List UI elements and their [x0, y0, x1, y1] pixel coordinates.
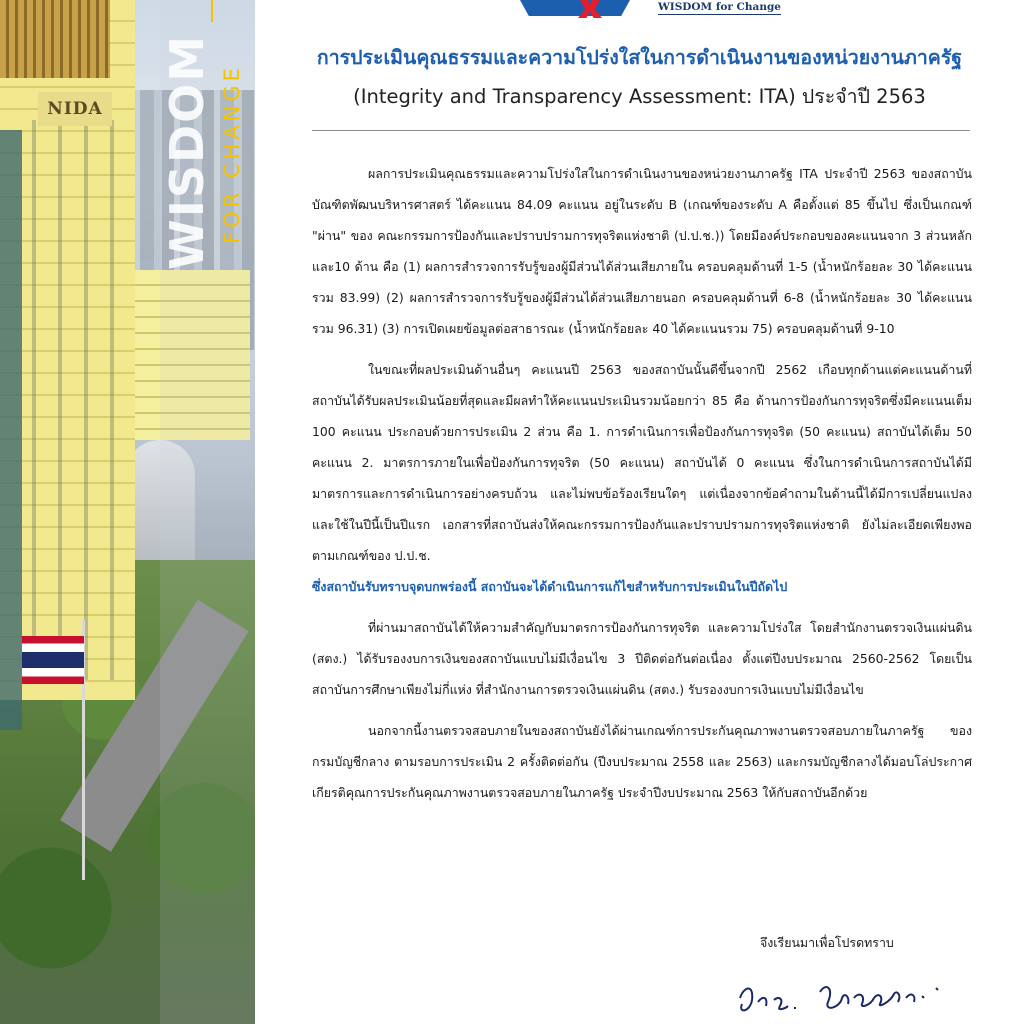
- highlight-note: ซึ่งสถาบันรับทราบจุดบกพร่องนี้ สถาบันจะได้ดำเนินการแก้ไขสำหรับการประเมินในปีถัดไป: [312, 579, 788, 594]
- paragraph-4: นอกจากนี้งานตรวจสอบภายในของสถาบันยังได้ผ่านเกณฑ์การประกันคุณภาพงานตรวจสอบภายในภาครัฐ ของกรมบัญชีกลาง ตามรอบการประเมิน 2 ครั้งติดต่อกัน (ปีงบประมาณ 2558 และ 2563) และกรมบัญชีกลางได้มอบโล่ประกาศเกียรติคุณการประกันคุณภาพงานตรวจสอบภายในภาครัฐ ประจำปีงบประมาณ 2563 ให้กับสถาบันอีกด้วย: [312, 723, 972, 800]
- wisdom-watermark: WISDOM: [160, 33, 214, 270]
- paragraph-3: ที่ผ่านมาสถาบันได้ให้ความสำคัญกับมาตรการป้องกันการทุจริต และความโปร่งใส โดยสำนักงานตรวจเงินแผ่นดิน (สตง.) ได้รับรองงบการเงินของสถาบันแบบไม่มีเงื่อนไข 3 ปีติดต่อกันต่อเนื่อง ตั้งแต่ปีงบประมาณ 2560-2562 โดยเป็นสถาบันการศึกษาเพียงไม่กี่แห่ง ที่สำนักงานการตรวจเงินแผ่นดิน (สตง.) รับรองงบการเงินแบบไม่มีเงื่อนไข: [312, 620, 972, 697]
- document-title: การประเมินคุณธรรมและความโปร่งใสในการดำเนินงานของหน่วยงานภาครัฐ: [316, 46, 963, 69]
- nida-logo: [520, 0, 635, 16]
- for-change-watermark: FOR CHANGE: [220, 64, 244, 244]
- header-divider: [312, 130, 970, 131]
- tower-windows: [10, 120, 120, 680]
- paragraph-2: [312, 354, 972, 602]
- paragraph-1: ผลการประเมินคุณธรรมและความโปร่งใสในการดำเนินงานของหน่วยงานภาครัฐ ITA ประจำปี 2563 ของสถาบันบัณฑิตพัฒนบริหารศาสตร์ ได้คะแนน 84.09 คะแนน อยู่ในระดับ B (เกณฑ์ของระดับ A คือตั้งแต่ 85 ขึ้นไป ซึ่งเป็นเกณฑ์ "ผ่าน" ของ คณะกรรมการป้องกันและปราบปรามการทุจริตแห่งชาติ (ป.ป.ช.)) โดยมีองค์ประกอบของคะแนนจาก 3 ส่วนหลักและ10 ด้าน คือ (1) ผลการสำรวจการรับรู้ของผู้มีส่วนได้ส่วนเสียภายใน ครอบคลุมด้านที่ 1-5 (น้ำหนักร้อยละ 30 ได้คะแนนรวม 83.99) (2) ผลการสำรวจการรับรู้ของผู้มีส่วนได้ส่วนเสียภายนอก ครอบคลุมด้านที่ 6-8 (น้ำหนักร้อยละ 30 ได้คะแนนรวม 96.31) (3) การเปิดเผยข้อมูลต่อสาธารณะ (น้ำหนักร้อยละ 40 ได้คะแนนรวม 75) ครอบคลุมด้านที่ 9-10: [312, 166, 972, 336]
- closing-line: จึงเรียนมาเพื่อโปรดทราบ: [760, 935, 894, 950]
- tower-crown: [0, 0, 110, 78]
- building-sign: NIDA: [38, 92, 112, 126]
- document-body: [312, 158, 972, 818]
- signature: [730, 968, 970, 1024]
- campus-photo-banner: [0, 0, 255, 1024]
- document-subtitle: (Integrity and Transparency Assessment: ITA) ประจำปี 2563: [353, 85, 926, 108]
- thai-flag-icon: [22, 636, 84, 684]
- nida-tower: [0, 0, 135, 700]
- logo-tagline: WISDOM for Change: [658, 1, 781, 13]
- gold-accent-line: [211, 0, 213, 22]
- logo-mark-icon: [520, 0, 630, 16]
- paragraph-2-text: ในขณะที่ผลประเมินด้านอื่นๆ คะแนนปี 2563 ของสถาบันนั้นดีขึ้นจากปี 2562 เกือบทุกด้านแต่คะแนนด้านที่สถาบันได้รับผลประเมินน้อยที่สุดและมีผลทำให้คะแนนประเมินรวมน้อยกว่า 85 คือ ด้านการป้องกันการทุจริตซึ่งมีคะแนนเต็ม 100 คะแนน ประกอบด้วยการประเมิน 2 ส่วน คือ 1. การดำเนินการเพื่อป้องกันการทุจริต (50 คะแนน) สถาบันได้เต็ม 50 คะแนน 2. มาตรการภายในเพื่อป้องกันการทุจริต (50 คะแนน) สถาบันได้ 0 คะแนน ซึ่งในการดำเนินการสถาบันได้มีมาตรการและการดำเนินการอย่างครบถ้วน และไม่พบข้อร้องเรียนใดๆ แต่เนื่องจากข้อคำถามในด้านนี้ได้มีการเปลี่ยนแปลงและใช้ในปีนี้เป็นปีแรก เอกสารที่สถาบันส่งให้คณะกรรมการป้องกันและปราบปรามการทุจริตแห่งชาติ ยังไม่ละเอียดเพียงพอตามเกณฑ์ของ ป.ป.ช.: [312, 362, 972, 563]
